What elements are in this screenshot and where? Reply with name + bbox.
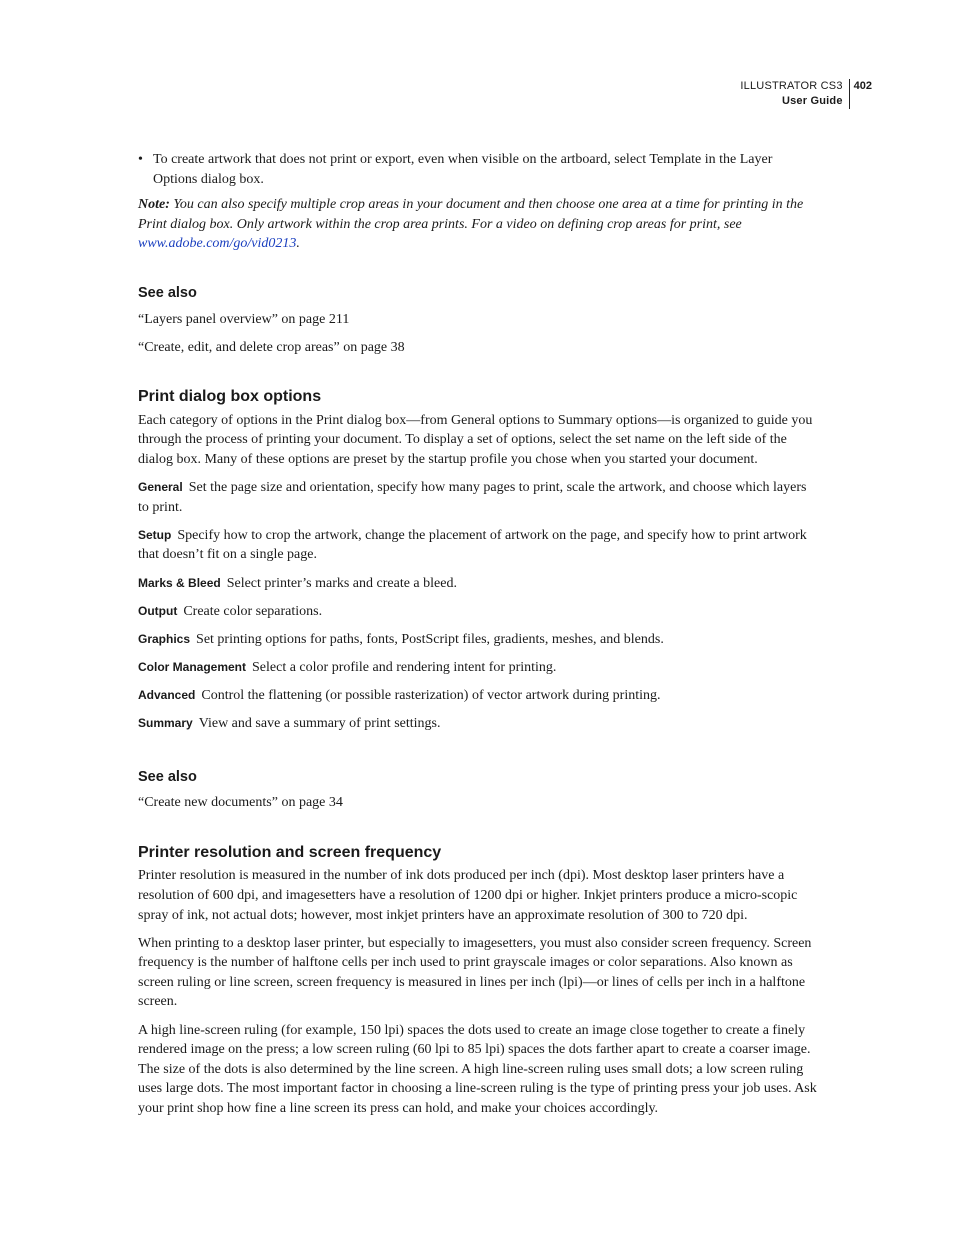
note-text: You can also specify multiple crop areas in your document and then choose one area at a time for printing in the Print dialog box. Only artwork within the crop area prints. For a video on defining crop areas for print, see: [138, 197, 804, 232]
option-term: Setup: [138, 527, 172, 542]
option-term: Color Management: [138, 659, 247, 674]
see-also-heading: See also: [138, 768, 197, 785]
option-term: Advanced: [138, 687, 196, 702]
option-desc: Set printing options for paths, fonts, PostScript files, gradients, meshes, and blends.: [196, 631, 664, 647]
option-definition: [138, 658, 818, 678]
option-term: Graphics: [138, 631, 191, 646]
option-definition: [138, 602, 818, 622]
bullet-item: [138, 150, 818, 189]
video-link[interactable]: www.adobe.com/go/vid0213: [138, 236, 297, 252]
option-definition: [138, 526, 818, 565]
option-term: Summary: [138, 715, 193, 730]
xref-link[interactable]: “Create new documents” on page 34: [138, 795, 343, 811]
see-also-heading: See also: [138, 284, 197, 301]
option-desc: Specify how to crop the artwork, change the placement of artwork on the page, and specify how to print artwork that doesn’t fit on a single page.: [138, 527, 807, 563]
option-term: Output: [138, 603, 178, 618]
section-heading-print-dialog: Print dialog box options: [138, 388, 322, 406]
option-desc: View and save a summary of print settings.: [198, 715, 441, 731]
note-paragraph: [138, 195, 818, 254]
body-paragraph: When printing to a desktop laser printer, but especially to imagesetters, you must also consider screen frequency. Screen frequency is the number of halftone cells per inch used to print grayscale images or color separations. Also known as screen ruling or line screen, screen frequency is measured in lines per inch (lpi)—or lines of cells per inch in a halftone screen.: [138, 935, 812, 1010]
option-desc: Select printer’s marks and create a bleed.: [226, 575, 457, 591]
running-header: [740, 79, 849, 109]
page-body: [138, 150, 818, 1127]
product-name: ILLUSTRATOR CS3: [740, 80, 843, 92]
xref-link[interactable]: “Layers panel overview” on page 211: [138, 311, 350, 327]
note-end: .: [296, 236, 300, 252]
option-desc: Create color separations.: [183, 603, 323, 619]
option-definition: [138, 478, 818, 517]
option-desc: Control the flattening (or possible rasterization) of vector artwork during printing.: [201, 687, 661, 703]
guide-name: User Guide: [781, 95, 843, 107]
body-paragraph: Printer resolution is measured in the number of ink dots produced per inch (dpi). Most desktop laser printers have a resolution of 600 dpi, and imagesetters have a resolution of 1200 dpi or higher. Inkjet printers produce a micro-scopic spray of ink, not actual dots; however, most inkjet printers have an approximate resolution of 300 to 720 dpi.: [138, 868, 798, 923]
body-paragraph: A high line-screen ruling (for example, 150 lpi) spaces the dots used to create an image close together to create a finely rendered image on the press; a low screen ruling (60 lpi to 85 lpi) spaces the dots farther apart to create a coarser image. The size of the dots is also determined by the line screen. A high line-screen ruling uses small dots; a low screen ruling uses large dots. The most important factor in choosing a line-screen ruling is the type of printing press your job uses. Ask your print shop how fine a line screen its press can hold, and make your choices accordingly.: [138, 1022, 817, 1116]
bullet-text: To create artwork that does not print or export, even when visible on the artboard, select Template in the Layer Options dialog box.: [153, 152, 773, 187]
option-definition: [138, 686, 818, 706]
note-label: Note:: [138, 197, 170, 213]
section-intro: Each category of options in the Print dialog box—from General options to Summary options—is organized to guide you through the process of printing your document. To display a set of options, select the set name on the left side of the dialog box. Many of these options are preset by the startup profile you chose when you started your document.: [138, 412, 813, 468]
option-definition: [138, 714, 818, 734]
option-desc: Set the page size and orientation, specify how many pages to print, scale the artwork, and choose which layers to print.: [138, 480, 807, 515]
option-definition: [138, 574, 818, 594]
page-header: [740, 79, 872, 109]
option-term: Marks & Bleed: [138, 575, 221, 590]
bullet-dot-icon: •: [138, 152, 143, 167]
section-heading-printer-resolution: Printer resolution and screen frequency: [138, 843, 442, 861]
page-number: 402: [853, 80, 872, 92]
option-term: General: [138, 480, 183, 495]
option-desc: Select a color profile and rendering intent for printing.: [252, 659, 557, 675]
option-definition: [138, 630, 818, 650]
xref-link[interactable]: “Create, edit, and delete crop areas” on page 38: [138, 339, 405, 355]
